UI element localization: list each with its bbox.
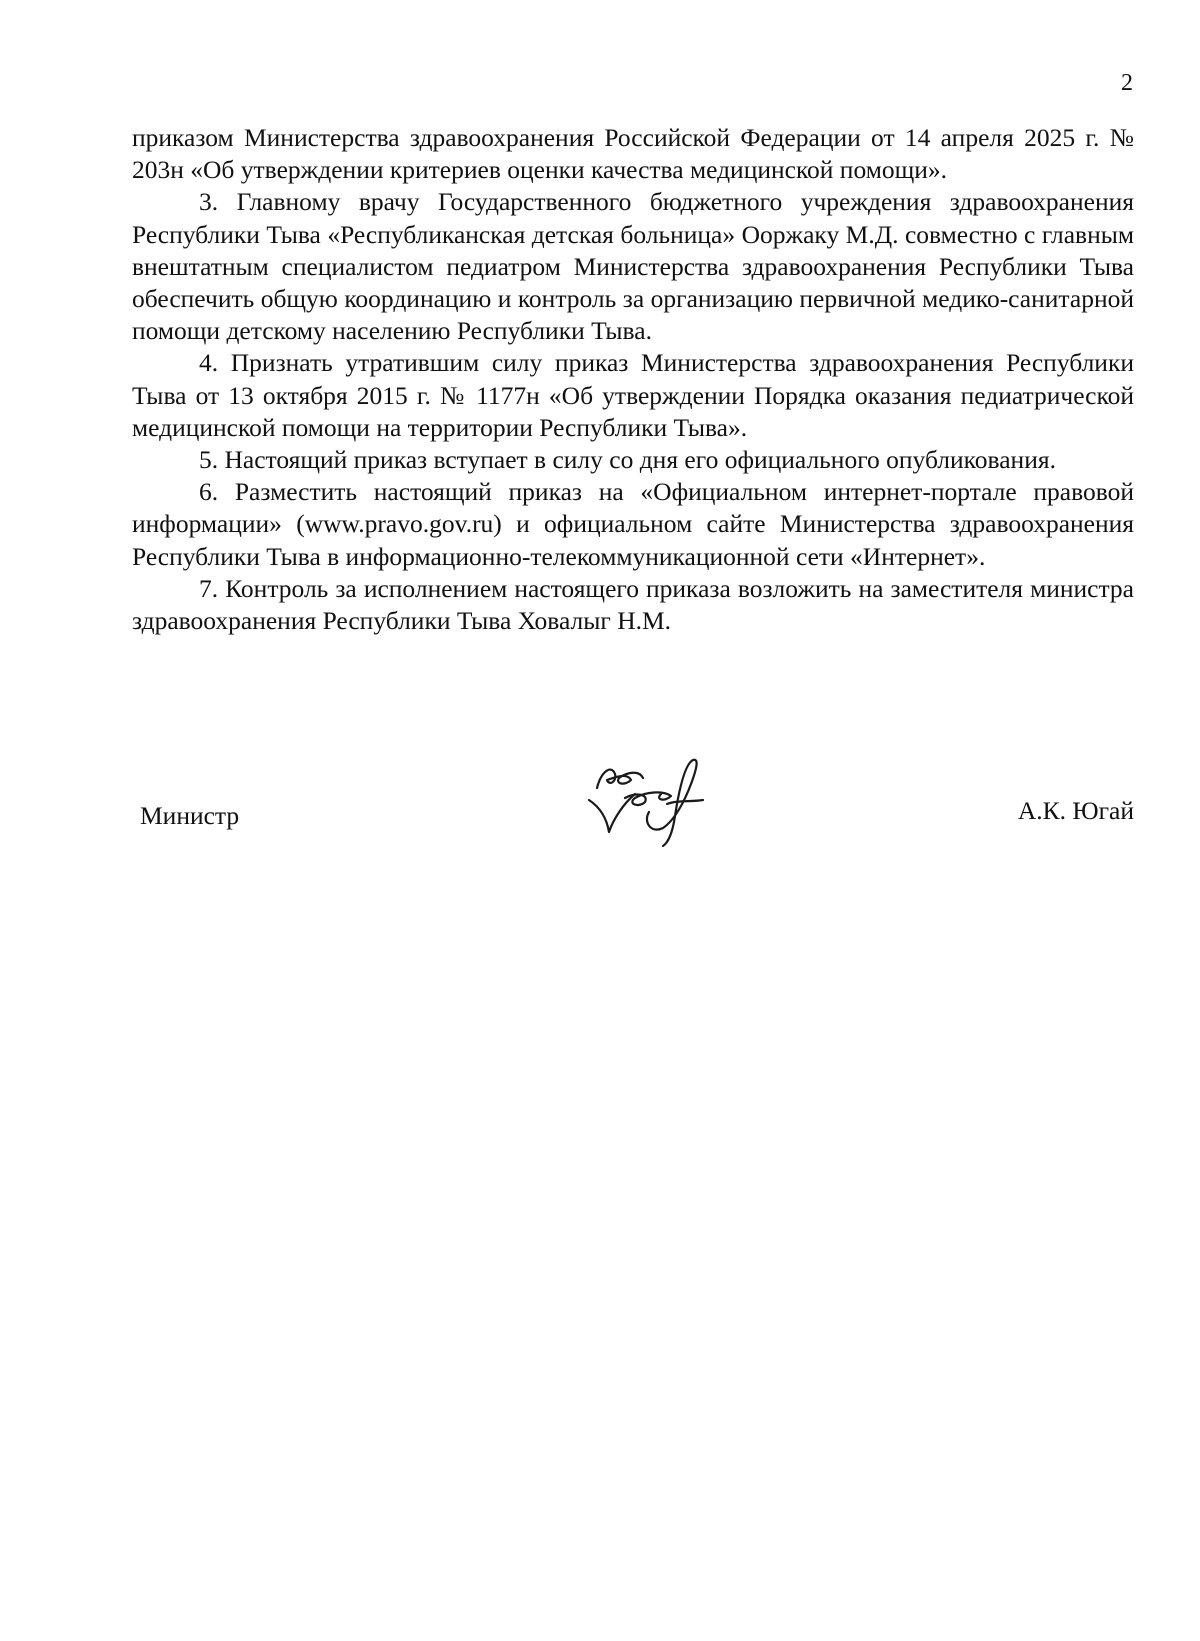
page-number: 2 [1121,70,1133,96]
paragraph-item-5: 5. Настоящий приказ вступает в силу со дня его официального опубликования. [199,445,1056,475]
signatory-name: А.К. Югай [1017,796,1134,825]
signatory-position: Министр [140,801,240,830]
handwritten-signature [579,750,719,850]
paragraph-item-6: 6. Разместить настоящий приказ на «Официальном интернет-портале правовой информации» (www.pravo.gov.ru) и официальном сайте Министерства здравоохранения Республики Тыва в информационно-телекоммуникационной сети «Интернет». [132,477,1134,571]
document-body [132,122,1134,637]
paragraph-continuation: приказом Министерства здравоохранения Российской Федерации от 14 апреля 2025 г. № 203н «Об утверждении критериев оценки качества медицинской помощи». [132,123,1134,185]
paragraph-item-7: 7. Контроль за исполнением настоящего приказа возложить на заместителя министра здравоохранения Республики Тыва Ховалыг Н.М. [132,573,1134,636]
signature-block [132,750,1134,860]
paragraph-item-3: 3. Главному врачу Государственного бюджетного учреждения здравоохранения Республики Тыва «Республиканская детская больница» Ооржаку М.Д. совместно с главным внештатным специалистом педиатром Министерства здравоохранения Республики Тыва обеспечить общую координацию и контроль за организацию первичной медико-санитарной помощи детскому населению Республики Тыва. [132,187,1134,346]
paragraph-item-4: 4. Признать утратившим силу приказ Министерства здравоохранения Республики Тыва от 13 октября 2015 г. № 1177н «Об утверждении Порядка оказания педиатрической медицинской помощи на территории Республики Тыва». [132,348,1134,442]
